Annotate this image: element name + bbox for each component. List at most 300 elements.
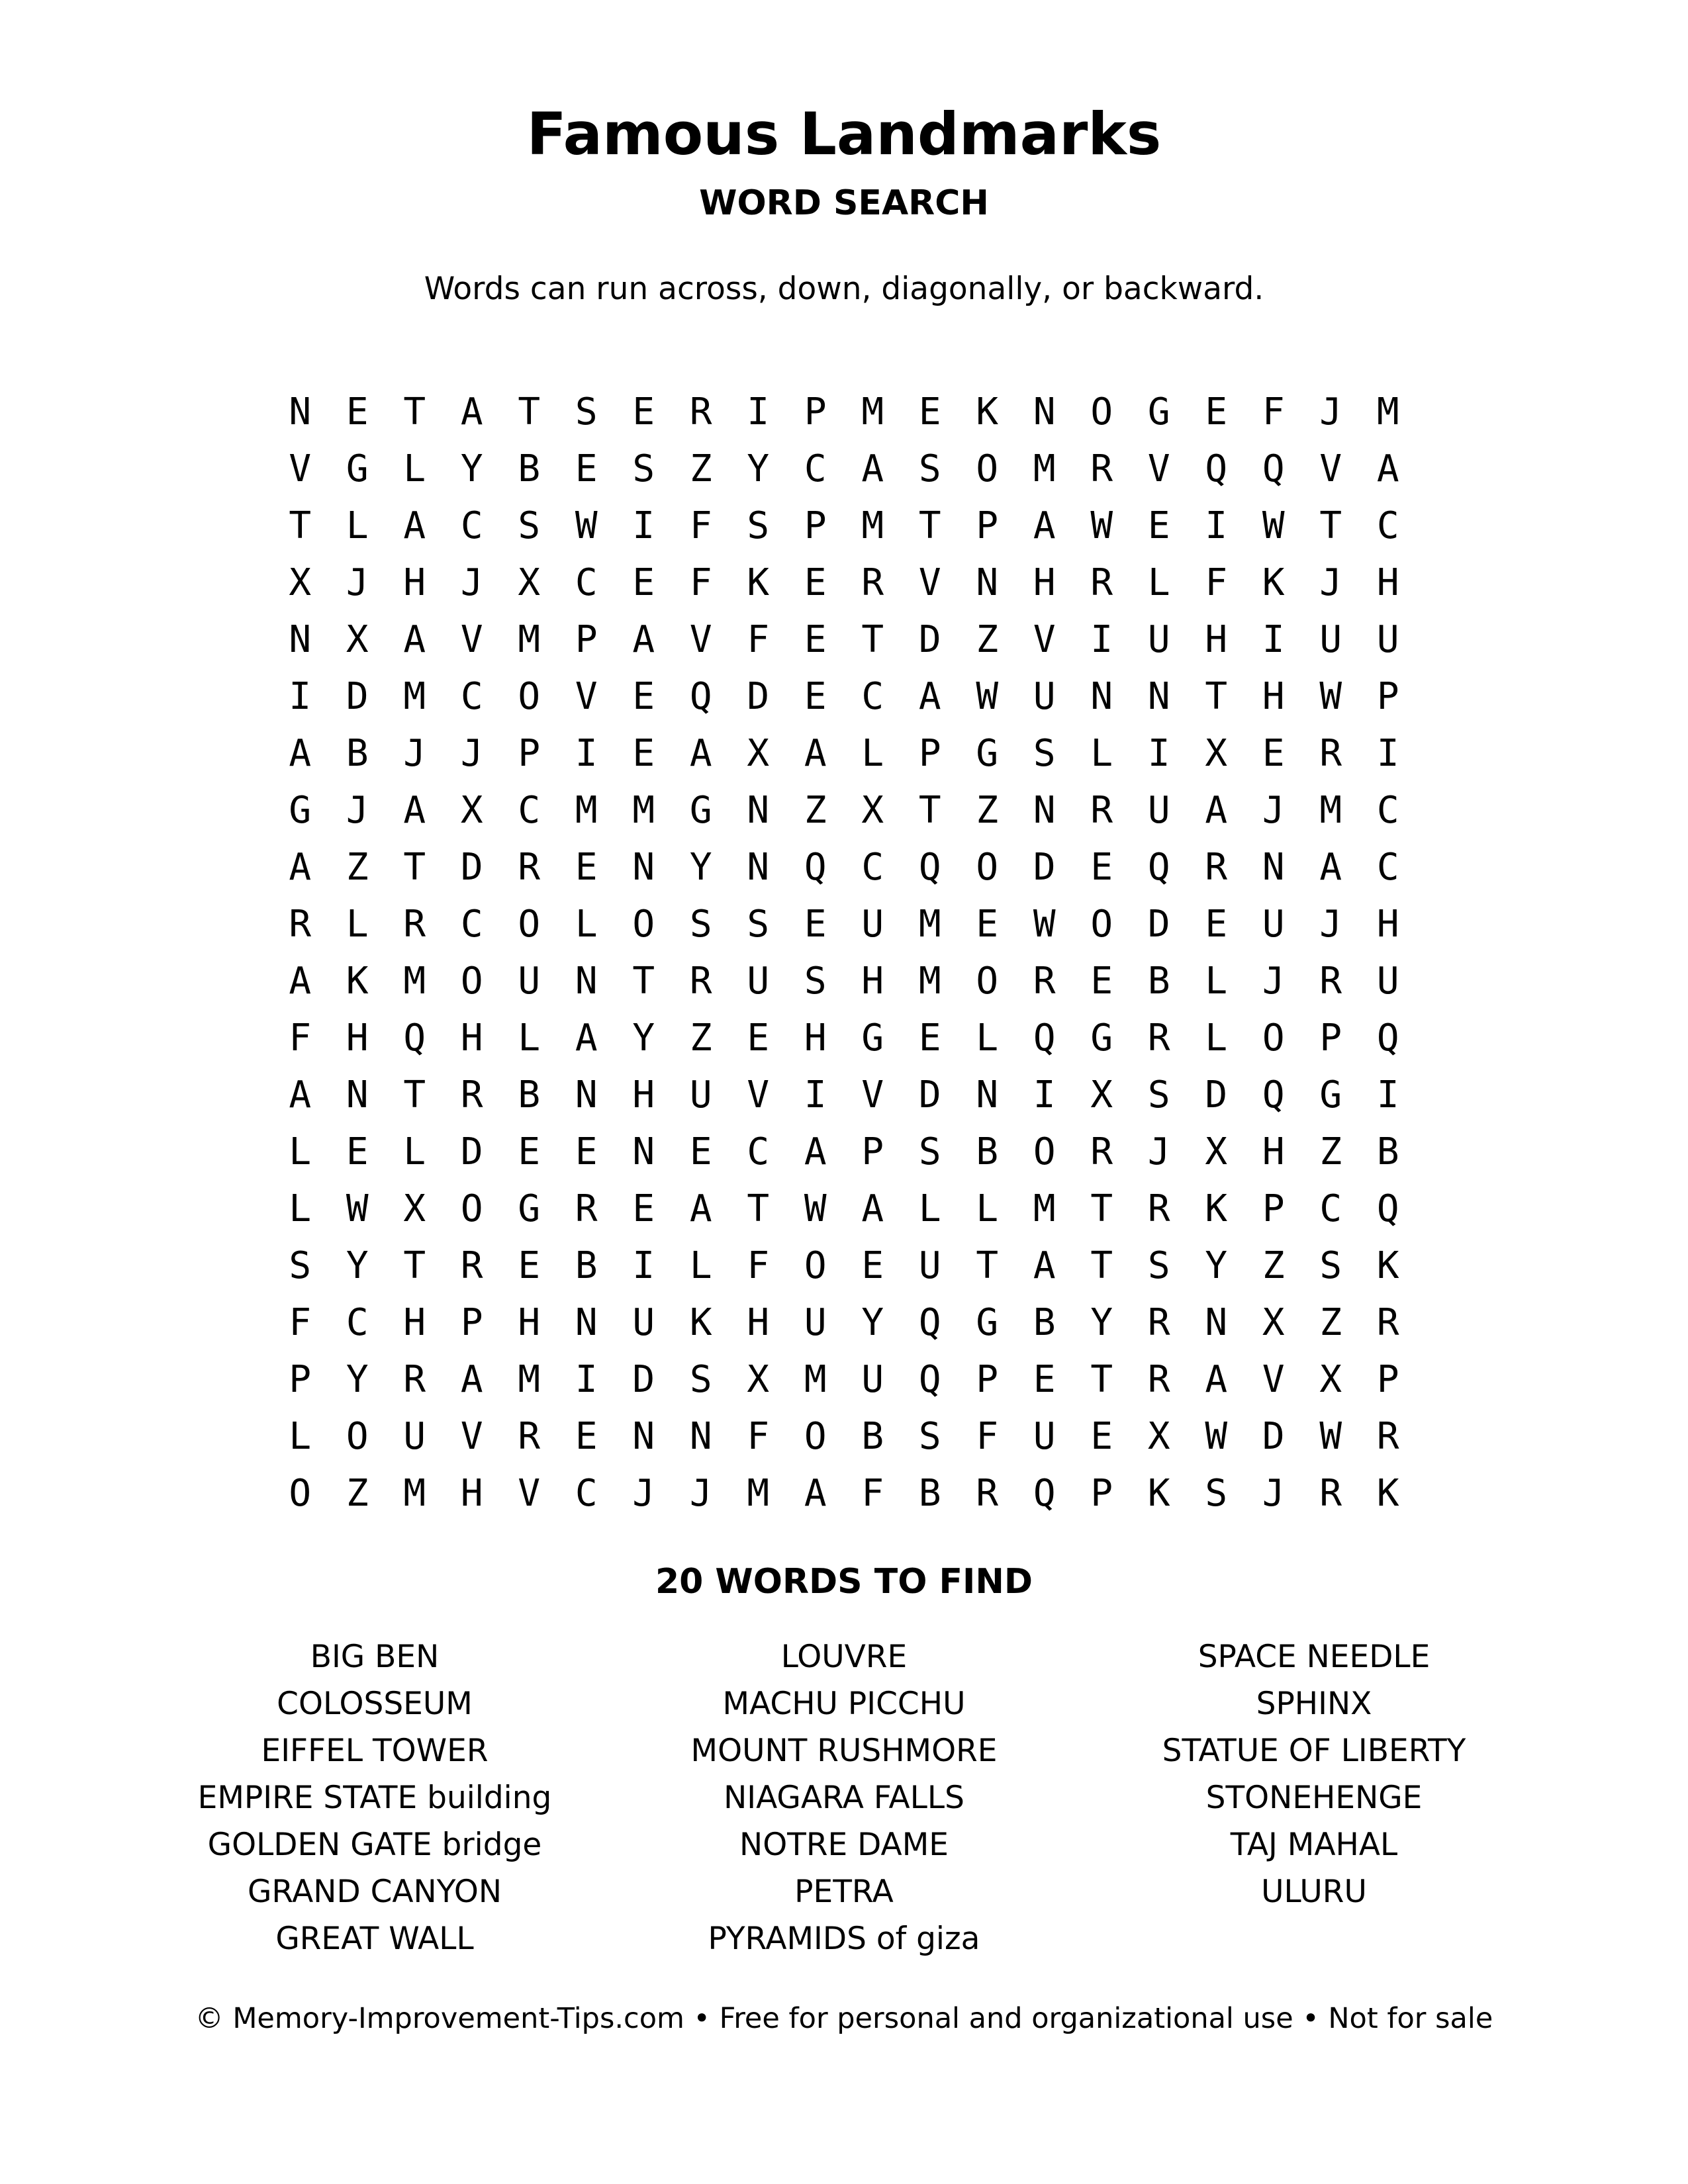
word-list-item: NIAGARA FALLS <box>724 1780 964 1816</box>
grid-letter: H <box>1205 618 1228 661</box>
grid-letter: X <box>1205 1130 1228 1173</box>
grid-letter: A <box>403 789 426 832</box>
grid-letter: F <box>861 1472 884 1515</box>
grid-letter: O <box>346 1415 369 1458</box>
grid-letter: R <box>1376 1301 1399 1344</box>
grid-letter: J <box>460 561 483 604</box>
grid-letter: R <box>1319 1472 1342 1515</box>
grid-letter: J <box>460 732 483 775</box>
grid-letter: J <box>689 1472 712 1515</box>
grid-letter: G <box>1319 1073 1342 1116</box>
grid-letter: I <box>632 504 655 547</box>
instructions-text: Words can run across, down, diagonally, or backward. <box>424 271 1264 307</box>
grid-letter: R <box>689 390 712 433</box>
grid-letter: M <box>632 789 655 832</box>
grid-letter: N <box>1147 675 1170 718</box>
grid-letter: L <box>1147 561 1170 604</box>
grid-letter: E <box>804 561 827 604</box>
grid-letter: M <box>518 618 541 661</box>
grid-letter: B <box>1147 960 1170 1003</box>
grid-letter: B <box>1376 1130 1399 1173</box>
grid-letter: P <box>1376 1358 1399 1401</box>
word-list-item: GRAND CANYON <box>247 1874 502 1910</box>
grid-letter: I <box>1090 618 1113 661</box>
grid-letter: C <box>861 675 884 718</box>
grid-letter: N <box>575 960 598 1003</box>
grid-letter: H <box>1262 675 1285 718</box>
grid-letter: I <box>575 732 598 775</box>
grid-row <box>271 668 1417 725</box>
grid-row <box>271 555 1417 612</box>
grid-letter: P <box>804 504 827 547</box>
word-list-item: STATUE OF LIBERTY <box>1162 1733 1466 1769</box>
grid-letter: E <box>518 1130 541 1173</box>
grid-letter: T <box>1090 1358 1113 1401</box>
grid-letter: R <box>575 1187 598 1230</box>
grid-letter: T <box>918 504 941 547</box>
grid-row <box>271 1067 1417 1124</box>
grid-letter: M <box>1033 447 1056 490</box>
grid-letter: O <box>976 960 999 1003</box>
grid-letter: M <box>1376 390 1399 433</box>
grid-letter: C <box>1376 846 1399 889</box>
grid-letter: K <box>1205 1187 1228 1230</box>
grid-letter: E <box>575 846 598 889</box>
grid-row <box>271 441 1417 498</box>
grid-letter: D <box>918 618 941 661</box>
grid-letter: X <box>747 1358 770 1401</box>
grid-letter: E <box>632 1187 655 1230</box>
grid-letter: V <box>747 1073 770 1116</box>
grid-letter: A <box>460 1358 483 1401</box>
grid-letter: J <box>632 1472 655 1515</box>
grid-letter: F <box>976 1415 999 1458</box>
grid-letter: Q <box>1033 1017 1056 1060</box>
grid-letter: Q <box>918 1301 941 1344</box>
grid-letter: O <box>289 1472 312 1515</box>
grid-letter: R <box>1376 1415 1399 1458</box>
grid-letter: M <box>861 390 884 433</box>
grid-letter: M <box>575 789 598 832</box>
grid-letter: A <box>403 618 426 661</box>
grid-letter: R <box>403 1358 426 1401</box>
grid-row <box>271 839 1417 896</box>
grid-letter: Q <box>1262 1073 1285 1116</box>
grid-letter: L <box>403 447 426 490</box>
grid-letter: R <box>1090 447 1113 490</box>
grid-letter: R <box>1205 846 1228 889</box>
grid-letter: R <box>1090 1130 1113 1173</box>
grid-letter: I <box>289 675 312 718</box>
grid-letter: U <box>861 903 884 946</box>
word-list <box>0 1633 1688 1978</box>
grid-letter: S <box>918 1130 941 1173</box>
grid-letter: U <box>1319 618 1342 661</box>
grid-letter: J <box>1319 390 1342 433</box>
grid-letter: M <box>1319 789 1342 832</box>
grid-letter: S <box>1319 1244 1342 1287</box>
grid-letter: C <box>1319 1187 1342 1230</box>
grid-letter: A <box>804 732 827 775</box>
grid-letter: H <box>346 1017 369 1060</box>
grid-letter: E <box>1033 1358 1056 1401</box>
word-list-item: SPHINX <box>1256 1686 1372 1722</box>
grid-letter: I <box>804 1073 827 1116</box>
grid-letter: D <box>747 675 770 718</box>
grid-letter: D <box>460 1130 483 1173</box>
grid-letter: U <box>403 1415 426 1458</box>
grid-letter: T <box>1205 675 1228 718</box>
grid-letter: U <box>861 1358 884 1401</box>
grid-letter: D <box>1147 903 1170 946</box>
grid-letter: A <box>804 1472 827 1515</box>
grid-letter: A <box>861 1187 884 1230</box>
grid-letter: L <box>861 732 884 775</box>
grid-letter: Y <box>1205 1244 1228 1287</box>
grid-letter: K <box>747 561 770 604</box>
grid-letter: V <box>861 1073 884 1116</box>
grid-letter: J <box>1147 1130 1170 1173</box>
grid-letter: V <box>460 1415 483 1458</box>
grid-letter: T <box>1090 1244 1113 1287</box>
grid-letter: I <box>1376 1073 1399 1116</box>
grid-letter: D <box>632 1358 655 1401</box>
page-title: Famous Landmarks <box>526 100 1162 168</box>
grid-letter: R <box>518 1415 541 1458</box>
grid-letter: T <box>976 1244 999 1287</box>
grid-letter: L <box>1205 1017 1228 1060</box>
grid-row <box>271 1295 1417 1351</box>
grid-letter: F <box>289 1301 312 1344</box>
grid-letter: A <box>1033 504 1056 547</box>
grid-letter: A <box>1033 1244 1056 1287</box>
grid-letter: R <box>1090 789 1113 832</box>
grid-letter: T <box>403 846 426 889</box>
grid-letter: Q <box>1147 846 1170 889</box>
grid-letter: G <box>289 789 312 832</box>
grid-letter: E <box>689 1130 712 1173</box>
grid-letter: S <box>289 1244 312 1287</box>
grid-letter: X <box>1319 1358 1342 1401</box>
grid-letter: L <box>918 1187 941 1230</box>
grid-letter: R <box>1147 1187 1170 1230</box>
grid-letter: J <box>1262 1472 1285 1515</box>
grid-letter: O <box>804 1415 827 1458</box>
grid-letter: U <box>689 1073 712 1116</box>
grid-letter: Z <box>689 1017 712 1060</box>
grid-row <box>271 782 1417 839</box>
grid-letter: Z <box>976 618 999 661</box>
grid-letter: D <box>918 1073 941 1116</box>
grid-letter: B <box>346 732 369 775</box>
grid-letter: F <box>747 1244 770 1287</box>
word-list-heading: 20 WORDS TO FIND <box>655 1562 1033 1602</box>
grid-letter: X <box>518 561 541 604</box>
grid-letter: S <box>747 903 770 946</box>
grid-letter: U <box>1033 675 1056 718</box>
grid-letter: B <box>976 1130 999 1173</box>
grid-letter: E <box>632 675 655 718</box>
word-list-item: MACHU PICCHU <box>722 1686 966 1722</box>
grid-letter: L <box>1090 732 1113 775</box>
grid-letter: A <box>289 1073 312 1116</box>
grid-letter: E <box>804 903 827 946</box>
grid-letter: Z <box>346 846 369 889</box>
grid-letter: N <box>1205 1301 1228 1344</box>
grid-letter: U <box>747 960 770 1003</box>
grid-row <box>271 953 1417 1010</box>
grid-letter: M <box>861 504 884 547</box>
grid-letter: W <box>346 1187 369 1230</box>
grid-letter: Z <box>1262 1244 1285 1287</box>
grid-letter: S <box>1147 1244 1170 1287</box>
word-list-item: ULURU <box>1261 1874 1367 1910</box>
grid-letter: E <box>861 1244 884 1287</box>
word-list-item: PETRA <box>794 1874 894 1910</box>
grid-letter: L <box>346 903 369 946</box>
grid-letter: A <box>804 1130 827 1173</box>
grid-letter: C <box>460 504 483 547</box>
grid-letter: M <box>403 675 426 718</box>
word-list-column-3 <box>1062 1633 1566 1915</box>
grid-letter: X <box>1205 732 1228 775</box>
grid-letter: R <box>1147 1301 1170 1344</box>
grid-letter: H <box>861 960 884 1003</box>
grid-letter: O <box>518 903 541 946</box>
grid-letter: R <box>1033 960 1056 1003</box>
grid-letter: X <box>460 789 483 832</box>
grid-letter: X <box>861 789 884 832</box>
grid-letter: D <box>1262 1415 1285 1458</box>
grid-letter: M <box>1033 1187 1056 1230</box>
grid-letter: P <box>518 732 541 775</box>
grid-letter: E <box>1090 1415 1113 1458</box>
grid-letter: F <box>747 1415 770 1458</box>
grid-letter: E <box>518 1244 541 1287</box>
grid-letter: A <box>289 960 312 1003</box>
grid-letter: R <box>689 960 712 1003</box>
grid-letter: P <box>1262 1187 1285 1230</box>
grid-row <box>271 384 1417 441</box>
grid-letter: P <box>861 1130 884 1173</box>
grid-letter: E <box>918 390 941 433</box>
grid-letter: E <box>575 1130 598 1173</box>
grid-letter: T <box>403 1073 426 1116</box>
word-list-item: PYRAMIDS of giza <box>708 1921 980 1957</box>
grid-letter: V <box>575 675 598 718</box>
grid-letter: R <box>1090 561 1113 604</box>
grid-letter: F <box>1262 390 1285 433</box>
grid-letter: C <box>747 1130 770 1173</box>
grid-letter: T <box>1090 1187 1113 1230</box>
word-list-column-2 <box>592 1633 1096 1962</box>
grid-letter: N <box>575 1073 598 1116</box>
grid-letter: F <box>689 504 712 547</box>
grid-letter: M <box>918 960 941 1003</box>
grid-letter: Y <box>632 1017 655 1060</box>
grid-row <box>271 1465 1417 1522</box>
grid-letter: D <box>1205 1073 1228 1116</box>
grid-letter: H <box>460 1472 483 1515</box>
grid-letter: H <box>632 1073 655 1116</box>
grid-letter: I <box>1147 732 1170 775</box>
grid-letter: A <box>861 447 884 490</box>
grid-letter: R <box>976 1472 999 1515</box>
grid-letter: V <box>1147 447 1170 490</box>
grid-letter: E <box>575 1415 598 1458</box>
grid-letter: I <box>1205 504 1228 547</box>
grid-letter: W <box>1319 1415 1342 1458</box>
grid-letter: O <box>1090 390 1113 433</box>
grid-letter: L <box>518 1017 541 1060</box>
grid-letter: G <box>518 1187 541 1230</box>
grid-letter: N <box>632 1130 655 1173</box>
grid-letter: O <box>1262 1017 1285 1060</box>
grid-row <box>271 1408 1417 1465</box>
grid-letter: V <box>918 561 941 604</box>
grid-letter: K <box>1376 1472 1399 1515</box>
grid-letter: L <box>1205 960 1228 1003</box>
grid-letter: C <box>518 789 541 832</box>
grid-letter: Y <box>346 1244 369 1287</box>
grid-letter: R <box>1147 1017 1170 1060</box>
grid-letter: C <box>804 447 827 490</box>
grid-letter: H <box>403 1301 426 1344</box>
grid-letter: S <box>689 1358 712 1401</box>
grid-letter: H <box>518 1301 541 1344</box>
grid-letter: N <box>1262 846 1285 889</box>
grid-letter: U <box>1147 789 1170 832</box>
grid-letter: C <box>1376 504 1399 547</box>
grid-letter: O <box>518 675 541 718</box>
grid-letter: A <box>1205 789 1228 832</box>
grid-letter: Q <box>1376 1017 1399 1060</box>
grid-letter: Q <box>918 846 941 889</box>
grid-letter: O <box>632 903 655 946</box>
grid-letter: J <box>346 561 369 604</box>
grid-letter: V <box>460 618 483 661</box>
grid-letter: R <box>1319 960 1342 1003</box>
grid-letter: V <box>289 447 312 490</box>
letter-grid <box>271 384 1417 1522</box>
grid-letter: H <box>804 1017 827 1060</box>
grid-letter: X <box>747 732 770 775</box>
grid-letter: L <box>976 1017 999 1060</box>
grid-letter: W <box>804 1187 827 1230</box>
grid-letter: P <box>575 618 598 661</box>
grid-letter: T <box>861 618 884 661</box>
grid-letter: V <box>518 1472 541 1515</box>
grid-letter: M <box>747 1472 770 1515</box>
grid-letter: Z <box>1319 1130 1342 1173</box>
grid-letter: C <box>575 561 598 604</box>
grid-letter: T <box>1319 504 1342 547</box>
grid-letter: E <box>918 1017 941 1060</box>
grid-letter: T <box>518 390 541 433</box>
grid-letter: H <box>1376 561 1399 604</box>
grid-letter: E <box>1205 390 1228 433</box>
grid-row <box>271 1351 1417 1408</box>
grid-letter: A <box>289 732 312 775</box>
grid-letter: N <box>976 561 999 604</box>
grid-letter: H <box>1262 1130 1285 1173</box>
grid-letter: Y <box>346 1358 369 1401</box>
grid-letter: E <box>804 675 827 718</box>
grid-letter: A <box>289 846 312 889</box>
grid-letter: X <box>403 1187 426 1230</box>
grid-letter: Q <box>1262 447 1285 490</box>
grid-letter: J <box>1262 789 1285 832</box>
grid-letter: I <box>1376 732 1399 775</box>
grid-letter: A <box>1376 447 1399 490</box>
grid-letter: R <box>460 1244 483 1287</box>
grid-letter: M <box>918 903 941 946</box>
grid-letter: A <box>575 1017 598 1060</box>
grid-letter: S <box>804 960 827 1003</box>
grid-letter: V <box>1319 447 1342 490</box>
grid-letter: S <box>632 447 655 490</box>
grid-letter: L <box>689 1244 712 1287</box>
grid-letter: N <box>747 846 770 889</box>
grid-letter: P <box>804 390 827 433</box>
word-list-item: COLOSSEUM <box>277 1686 473 1722</box>
grid-letter: J <box>1319 903 1342 946</box>
grid-letter: K <box>689 1301 712 1344</box>
grid-letter: K <box>1147 1472 1170 1515</box>
grid-letter: N <box>575 1301 598 1344</box>
grid-letter: G <box>1090 1017 1113 1060</box>
grid-row <box>271 896 1417 953</box>
grid-letter: U <box>1147 618 1170 661</box>
grid-letter: R <box>1319 732 1342 775</box>
grid-letter: S <box>689 903 712 946</box>
grid-letter: N <box>346 1073 369 1116</box>
grid-letter: E <box>346 390 369 433</box>
grid-letter: E <box>575 447 598 490</box>
grid-letter: B <box>575 1244 598 1287</box>
grid-letter: K <box>346 960 369 1003</box>
grid-letter: Q <box>403 1017 426 1060</box>
grid-letter: G <box>1147 390 1170 433</box>
grid-row <box>271 612 1417 668</box>
grid-letter: E <box>1147 504 1170 547</box>
grid-letter: L <box>976 1187 999 1230</box>
grid-letter: Z <box>346 1472 369 1515</box>
grid-letter: P <box>918 732 941 775</box>
grid-letter: U <box>1033 1415 1056 1458</box>
grid-letter: O <box>460 960 483 1003</box>
grid-letter: E <box>1090 960 1113 1003</box>
grid-letter: A <box>689 732 712 775</box>
grid-letter: N <box>689 1415 712 1458</box>
grid-letter: C <box>575 1472 598 1515</box>
grid-letter: G <box>689 789 712 832</box>
grid-letter: F <box>289 1017 312 1060</box>
grid-letter: G <box>976 1301 999 1344</box>
word-list-column-1 <box>123 1633 626 1962</box>
grid-letter: E <box>632 561 655 604</box>
grid-letter: Q <box>804 846 827 889</box>
grid-row <box>271 1124 1417 1181</box>
grid-letter: T <box>289 504 312 547</box>
grid-letter: J <box>1319 561 1342 604</box>
grid-letter: L <box>403 1130 426 1173</box>
word-list-item: LOUVRE <box>780 1639 908 1675</box>
grid-letter: M <box>403 960 426 1003</box>
grid-letter: N <box>1033 390 1056 433</box>
grid-letter: R <box>289 903 312 946</box>
grid-letter: G <box>861 1017 884 1060</box>
